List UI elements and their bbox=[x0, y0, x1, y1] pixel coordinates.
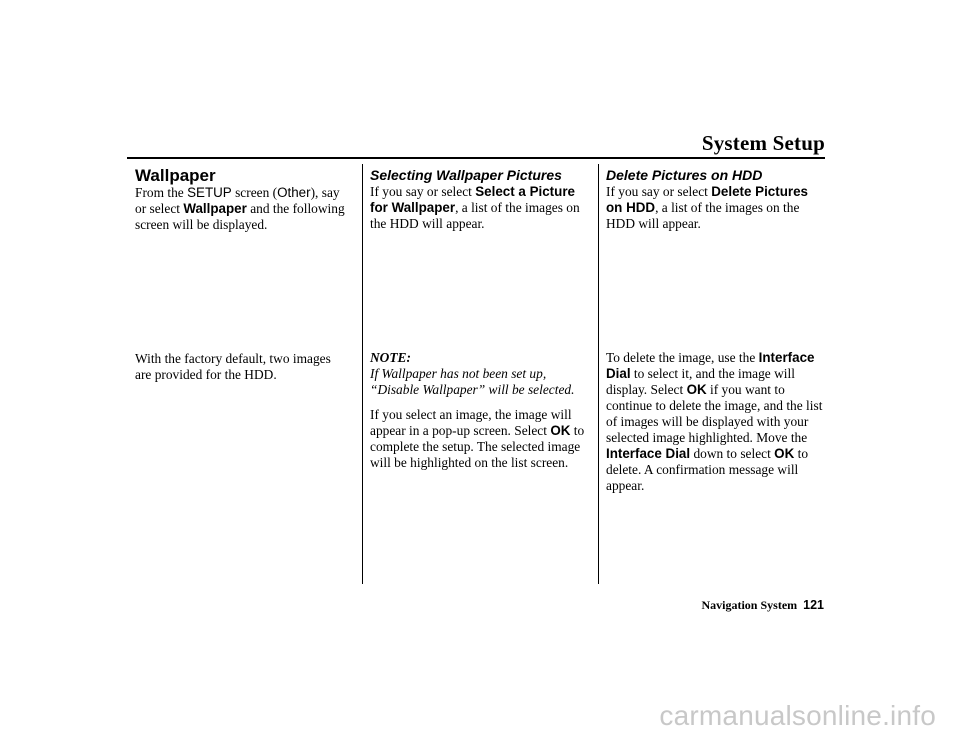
page-section-title: System Setup bbox=[701, 131, 825, 155]
column-selecting-wallpaper bbox=[370, 166, 590, 471]
delete-pictures-keyword: Delete Pictures on HDD bbox=[606, 184, 808, 215]
delete-intro-paragraph: If you say or select Delete Pictures on HDD, a list of the images on the HDD will appear. bbox=[606, 184, 808, 231]
column-divider-2 bbox=[598, 164, 599, 584]
column-delete-pictures bbox=[606, 166, 828, 494]
other-keyword: Other bbox=[277, 185, 311, 200]
interface-dial-keyword: Interface Dial bbox=[606, 350, 815, 381]
watermark: carmanualsonline.info bbox=[659, 700, 936, 731]
ok-keyword: OK bbox=[686, 382, 707, 397]
note-text: If Wallpaper has not been set up, “Disable Wallpaper” will be selected. bbox=[370, 366, 575, 397]
footer-label: Navigation System bbox=[701, 598, 798, 612]
ok-keyword: OK bbox=[550, 423, 571, 438]
wallpaper-keyword: Wallpaper bbox=[183, 201, 247, 216]
selecting-wallpaper-heading: Selecting Wallpaper Pictures bbox=[370, 167, 562, 183]
column-divider-1 bbox=[362, 164, 363, 584]
interface-dial-keyword: Interface Dial bbox=[606, 446, 691, 461]
select-image-paragraph: If you select an image, the image will appear in a pop-up screen. Select OK to complete the setup. The selected image will be highlighted on the list screen. bbox=[370, 407, 585, 470]
ok-keyword: OK bbox=[774, 446, 795, 461]
column-wallpaper bbox=[135, 166, 350, 383]
note-title: NOTE: bbox=[370, 350, 411, 365]
setup-keyword: SETUP bbox=[187, 185, 232, 200]
page-number: 121 bbox=[803, 598, 824, 612]
page-footer bbox=[701, 598, 824, 613]
wallpaper-intro-paragraph: From the SETUP screen (Other), say or select Wallpaper and the following screen will be displayed. bbox=[135, 185, 345, 232]
selecting-intro-paragraph: If you say or select Select a Picture for Wallpaper, a list of the images on the HDD will appear. bbox=[370, 184, 580, 231]
select-picture-keyword: Select a Picture for Wallpaper bbox=[370, 184, 575, 215]
factory-default-paragraph: With the factory default, two images are provided for the HDD. bbox=[135, 351, 331, 382]
wallpaper-heading: Wallpaper bbox=[135, 166, 216, 185]
header-rule bbox=[127, 157, 825, 159]
delete-pictures-heading: Delete Pictures on HDD bbox=[606, 167, 763, 183]
delete-procedure-paragraph: To delete the image, use the Interface Dial to select it, and the image will display. Select OK if you want to continue to delete the image, and the list of images will be displayed with your selected image highlighted. Move the Interface Dial down to select OK to delete. A confirmation message will appear. bbox=[606, 350, 823, 493]
